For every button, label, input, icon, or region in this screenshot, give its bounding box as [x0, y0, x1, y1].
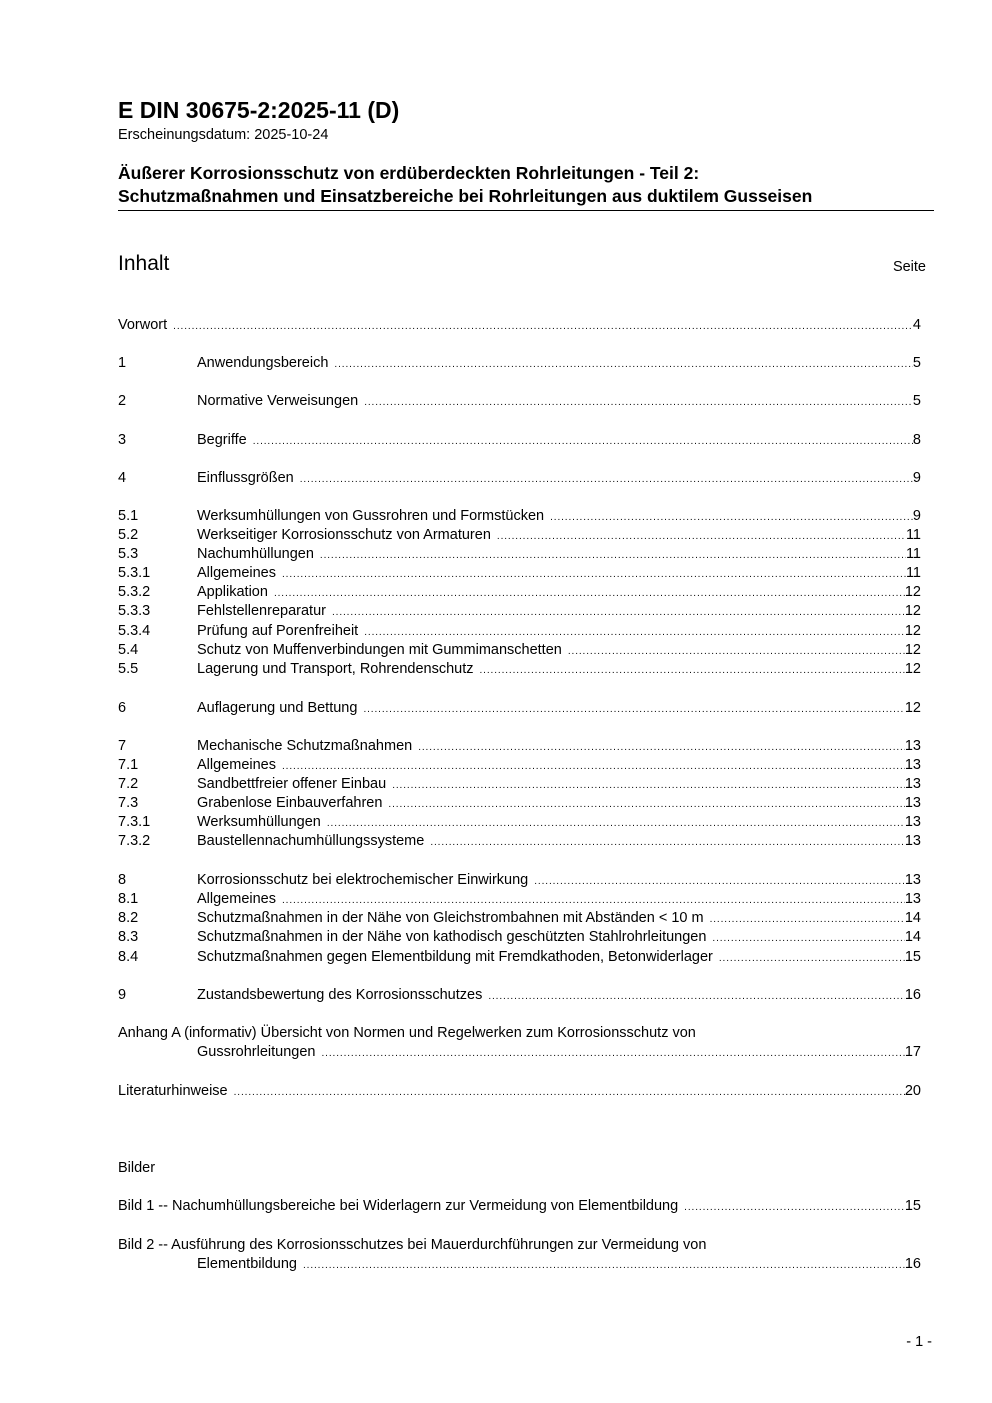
toc-leader — [327, 813, 905, 833]
toc-leader — [418, 737, 905, 757]
toc-annex-a-line-1[interactable]: Anhang A (informativ) Übersicht von Normen und Regelwerken zum Korrosionsschutz von — [118, 1025, 696, 1041]
toc-heading: Inhalt — [118, 252, 170, 275]
toc-entry-page: 11 — [905, 546, 921, 562]
toc-entry-text: Anwendungsbereich — [197, 355, 329, 371]
figure-entry-text: Elementbildung — [197, 1256, 297, 1272]
figure-entry-2[interactable] — [118, 1255, 921, 1274]
toc-entry-page: 13 — [904, 776, 921, 792]
toc-entry-number: 5.3.2 — [118, 584, 151, 600]
toc-entry-page: 8 — [912, 432, 921, 448]
toc-entry-page: 13 — [904, 814, 921, 830]
figure-entry-page: 15 — [904, 1198, 921, 1214]
toc-leader — [303, 1255, 905, 1275]
toc-entry-page: 12 — [904, 623, 921, 639]
toc-entry-page: 5 — [912, 393, 921, 409]
figure-entry-2-line-1[interactable]: Bild 2 -- Ausführung des Korrosionsschutzes bei Mauerdurchführungen zur Vermeidung von — [118, 1237, 707, 1253]
toc-leader — [364, 392, 913, 412]
toc-entry-number: 5.5 — [118, 661, 139, 677]
toc-entry-number: 5.3.4 — [118, 623, 151, 639]
toc-entry-text: Sandbettfreier offener Einbau — [197, 776, 387, 792]
document-title-line-1: Äußerer Korrosionsschutz von erdüberdeckten Rohrleitungen - Teil 2: — [118, 163, 700, 183]
toc-entry-5-2[interactable] — [118, 526, 921, 545]
toc-entry-text: Auflagerung und Bettung — [197, 700, 358, 716]
toc-leader — [282, 756, 905, 776]
document-title — [118, 162, 933, 208]
toc-leader — [234, 1082, 905, 1102]
toc-entry-7-3-2[interactable] — [118, 832, 921, 851]
toc-entry-text: Normative Verweisungen — [197, 393, 359, 409]
toc-leader — [550, 507, 913, 527]
toc-entry-text: Grabenlose Einbauverfahren — [197, 795, 383, 811]
toc-leader — [388, 794, 904, 814]
toc-entry-vorwort[interactable] — [118, 316, 921, 335]
toc-entry-page: 9 — [912, 508, 921, 524]
toc-entry-number: 2 — [118, 393, 127, 409]
toc-entry-number: 8.2 — [118, 910, 139, 926]
toc-entry-page: 4 — [912, 317, 921, 333]
toc-entry-page: 20 — [904, 1083, 921, 1099]
toc-entry-2[interactable] — [118, 392, 921, 411]
figure-entry-1[interactable] — [118, 1197, 921, 1216]
toc-entry-5-3-1[interactable] — [118, 564, 921, 583]
toc-leader — [497, 526, 906, 546]
toc-entry-text: Zustandsbewertung des Korrosionsschutzes — [197, 987, 483, 1003]
toc-leader — [300, 469, 913, 489]
toc-entry-page: 13 — [904, 795, 921, 811]
toc-leader — [684, 1197, 905, 1217]
toc-leader — [364, 622, 905, 642]
toc-entry-page: 12 — [904, 584, 921, 600]
toc-entry-text: Begriffe — [197, 432, 247, 448]
toc-entry-number: 3 — [118, 432, 127, 448]
toc-entry-page: 9 — [912, 470, 921, 486]
toc-entry-number: 7.3.2 — [118, 833, 151, 849]
toc-entry-5-3-3[interactable] — [118, 602, 921, 621]
toc-entry-page: 13 — [904, 757, 921, 773]
toc-leader — [710, 909, 905, 929]
toc-entry-text: Nachumhüllungen — [197, 546, 314, 562]
toc-entry-1[interactable] — [118, 354, 921, 373]
toc-leader — [534, 871, 905, 891]
toc-entry-5-3[interactable] — [118, 545, 921, 564]
toc-entry-7-3[interactable] — [118, 794, 921, 813]
toc-entry-number: 7.3 — [118, 795, 139, 811]
toc-entry-number: 5.3.1 — [118, 565, 151, 581]
figure-entry-page: 16 — [904, 1256, 921, 1272]
toc-entry-page: 13 — [904, 891, 921, 907]
toc-entry-number: 1 — [118, 355, 127, 371]
page-column-label: Seite — [892, 259, 926, 275]
toc-leader — [332, 602, 905, 622]
toc-entry-number: 7.1 — [118, 757, 139, 773]
toc-entry-literaturhinweise[interactable] — [118, 1082, 921, 1101]
toc-entry-page: 11 — [905, 527, 921, 543]
toc-entry-text: Applikation — [197, 584, 268, 600]
toc-entry-8-3[interactable] — [118, 928, 921, 947]
toc-leader — [334, 354, 913, 374]
toc-entry-number: 6 — [118, 700, 127, 716]
toc-entry-text: Schutzmaßnahmen in der Nähe von Gleichstrombahnen mit Abständen < 10 m — [197, 910, 704, 926]
toc-entry-page: 12 — [904, 603, 921, 619]
toc-entry-text: Literaturhinweise — [118, 1083, 228, 1099]
toc-entry-8-1[interactable] — [118, 890, 921, 909]
toc-entry-5-5[interactable] — [118, 660, 921, 679]
toc-entry-7-1[interactable] — [118, 756, 921, 775]
title-rule — [118, 210, 934, 211]
toc-entry-number: 5.3.3 — [118, 603, 151, 619]
toc-entry-9[interactable] — [118, 986, 921, 1005]
toc-entry-page: 13 — [904, 738, 921, 754]
document-title-line-2: Schutzmaßnahmen und Einsatzbereiche bei Rohrleitungen aus duktilem Gusseisen — [118, 186, 813, 206]
toc-entry-3[interactable] — [118, 431, 921, 450]
toc-leader — [320, 545, 906, 565]
toc-leader — [392, 775, 905, 795]
toc-entry-4[interactable] — [118, 469, 921, 488]
toc-entry-text: Schutzmaßnahmen in der Nähe von kathodisch geschützten Stahlrohrleitungen — [197, 929, 707, 945]
toc-entry-7-3-1[interactable] — [118, 813, 921, 832]
toc-entry-page: 5 — [912, 355, 921, 371]
toc-entry-page: 16 — [904, 987, 921, 1003]
document-id: E DIN 30675-2:2025-11 (D) — [118, 97, 400, 123]
toc-entry-number: 5.2 — [118, 527, 139, 543]
toc-leader — [253, 431, 913, 451]
toc-leader — [274, 583, 905, 603]
toc-entry-8-2[interactable] — [118, 909, 921, 928]
toc-entry-text: Baustellennachumhüllungssysteme — [197, 833, 425, 849]
toc-entry-5-3-2[interactable] — [118, 583, 921, 602]
toc-leader — [568, 641, 905, 661]
toc-entry-number: 8 — [118, 872, 127, 888]
toc-leader — [173, 316, 913, 336]
toc-entry-number: 5.4 — [118, 642, 139, 658]
toc-entry-number: 4 — [118, 470, 127, 486]
toc-entry-6[interactable] — [118, 699, 921, 718]
toc-entry-page: 12 — [904, 700, 921, 716]
toc-leader — [363, 699, 904, 719]
toc-entry-number: 9 — [118, 987, 127, 1003]
toc-entry-number: 7.2 — [118, 776, 139, 792]
toc-entry-text: Werkseitiger Korrosionsschutz von Armaturen — [197, 527, 491, 543]
toc-leader — [488, 986, 905, 1006]
toc-entry-page: 13 — [904, 833, 921, 849]
toc-entry-text: Schutzmaßnahmen gegen Elementbildung mit Fremdkathoden, Betonwiderlager — [197, 949, 713, 965]
toc-entry-5-3-4[interactable] — [118, 622, 921, 641]
toc-entry-text: Prüfung auf Porenfreiheit — [197, 623, 359, 639]
toc-leader — [322, 1043, 905, 1063]
toc-entry-5-1[interactable] — [118, 507, 921, 526]
toc-entry-text: Allgemeines — [197, 565, 276, 581]
figures-heading: Bilder — [118, 1160, 156, 1176]
toc-entry-page: 13 — [904, 872, 921, 888]
toc-leader — [430, 832, 905, 852]
toc-leader — [282, 890, 905, 910]
toc-entry-text: Korrosionsschutz bei elektrochemischer Einwirkung — [197, 872, 529, 888]
toc-entry-page: 14 — [904, 910, 921, 926]
toc-entry-page: 14 — [904, 929, 921, 945]
toc-entry-number: 7.3.1 — [118, 814, 151, 830]
toc-leader — [712, 928, 904, 948]
toc-entry-number: 8.3 — [118, 929, 139, 945]
toc-entry-text: Werksumhüllungen — [197, 814, 321, 830]
toc-entry-text: Fehlstellenreparatur — [197, 603, 326, 619]
toc-entry-number: 8.4 — [118, 949, 139, 965]
toc-entry-text: Schutz von Muffenverbindungen mit Gummimanschetten — [197, 642, 562, 658]
toc-entry-text: Vorwort — [118, 317, 168, 333]
toc-leader — [719, 948, 905, 968]
toc-entry-text: Gussrohrleitungen — [197, 1044, 316, 1060]
toc-entry-page: 15 — [904, 949, 921, 965]
toc-entry-number: 5.1 — [118, 508, 139, 524]
toc-leader — [282, 564, 906, 584]
toc-entry-7[interactable] — [118, 737, 921, 756]
toc-entry-text: Werksumhüllungen von Gussrohren und Formstücken — [197, 508, 545, 524]
toc-entry-number: 5.3 — [118, 546, 139, 562]
publication-date: Erscheinungsdatum: 2025-10-24 — [118, 127, 329, 143]
toc-entry-number: 8.1 — [118, 891, 139, 907]
toc-entry-text: Einflussgrößen — [197, 470, 294, 486]
toc-entry-number: 7 — [118, 738, 127, 754]
toc-entry-8-4[interactable] — [118, 948, 921, 967]
figure-entry-text: Bild 1 -- Nachumhüllungsbereiche bei Widerlagern zur Vermeidung von Elementbildung — [118, 1198, 679, 1214]
toc-leader — [480, 660, 905, 680]
toc-entry-text: Allgemeines — [197, 891, 276, 907]
toc-entry-5-4[interactable] — [118, 641, 921, 660]
toc-entry-text: Allgemeines — [197, 757, 276, 773]
toc-entry-page: 17 — [904, 1044, 921, 1060]
toc-entry-8[interactable] — [118, 871, 921, 890]
toc-entry-page: 12 — [904, 661, 921, 677]
toc-entry-text: Lagerung und Transport, Rohrendenschutz — [197, 661, 474, 677]
toc-entry-text: Mechanische Schutzmaßnahmen — [197, 738, 413, 754]
toc-entry-page: 11 — [905, 565, 921, 581]
page-number: - 1 - — [906, 1334, 932, 1350]
toc-annex-a[interactable] — [118, 1043, 921, 1062]
toc-entry-7-2[interactable] — [118, 775, 921, 794]
toc-entry-page: 12 — [904, 642, 921, 658]
